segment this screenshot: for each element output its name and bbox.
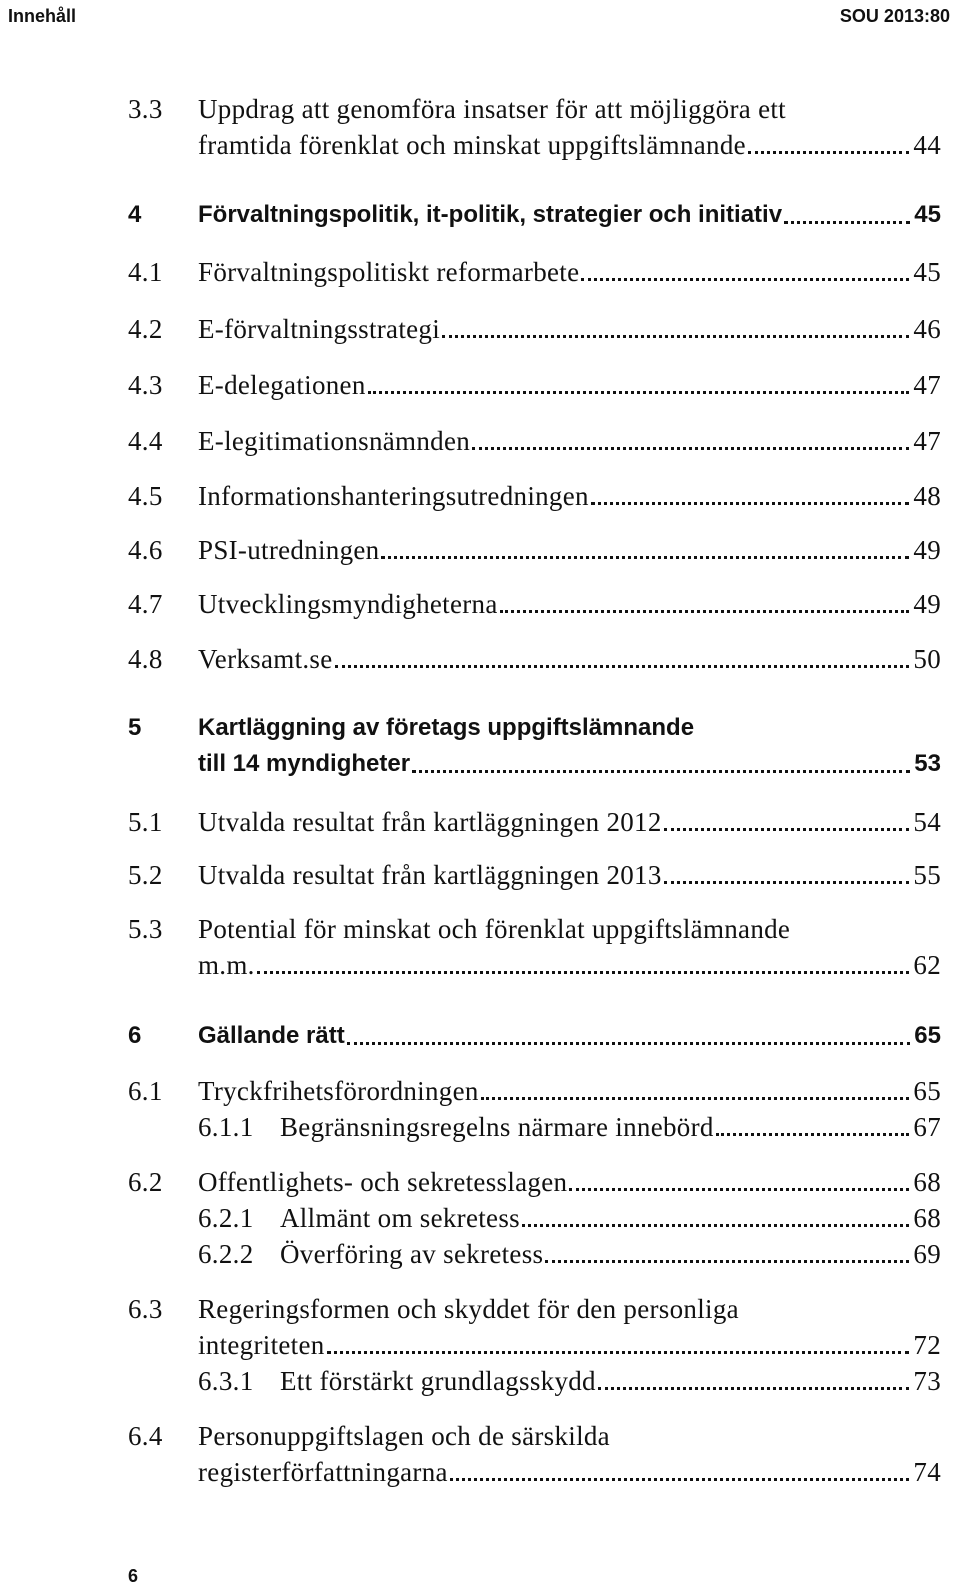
toc-entry-5-2[interactable] — [0, 858, 960, 892]
toc-entry-4-8[interactable] — [0, 642, 960, 676]
entry-number: 3.3 — [128, 94, 163, 124]
entry-title: till 14 myndigheter — [198, 750, 411, 777]
entry-page: 47 — [913, 370, 941, 400]
entry-number: 6 — [128, 1022, 142, 1049]
entry-page: 65 — [914, 1022, 941, 1049]
entry-page: 73 — [913, 1366, 941, 1396]
entry-number: 4.7 — [128, 589, 163, 619]
entry-page: 74 — [913, 1457, 941, 1487]
toc-entry-6-3-1[interactable] — [0, 1364, 960, 1398]
toc-entry-4-7[interactable] — [0, 587, 960, 621]
toc-entry-6-4[interactable] — [0, 1455, 960, 1489]
entry-page: 65 — [913, 1076, 941, 1106]
dot-leader — [569, 1188, 909, 1191]
toc-entry-4-2[interactable] — [0, 312, 960, 346]
entry-title: m.m. — [198, 950, 255, 980]
entry-title-line1: Kartläggning av företags uppgiftslämnande — [198, 714, 695, 741]
dot-leader — [450, 1478, 910, 1481]
entry-title: E-delegationen — [198, 370, 366, 400]
toc-entry-5-1[interactable] — [0, 805, 960, 839]
toc-entry-4-5[interactable] — [0, 479, 960, 513]
toc-entry-6-1[interactable] — [0, 1074, 960, 1108]
entry-number: 4.2 — [128, 314, 163, 344]
entry-title: Begränsningsregelns närmare innebörd — [280, 1112, 714, 1142]
dot-leader — [442, 335, 909, 338]
dot-leader — [522, 1224, 909, 1227]
dot-leader — [784, 221, 910, 224]
entry-number: 4.1 — [128, 257, 163, 287]
entry-title: Verksamt.se — [198, 644, 333, 674]
toc-entry-5[interactable] — [0, 747, 960, 781]
entry-page: 49 — [913, 589, 941, 619]
entry-number: 5.3 — [128, 914, 163, 944]
toc-entry-6-2[interactable] — [0, 1165, 960, 1199]
entry-title: Förvaltningspolitik, it-politik, strategier och initiativ — [198, 201, 783, 228]
entry-number: 6.4 — [128, 1421, 163, 1451]
entry-number: 5.1 — [128, 807, 163, 837]
entry-page: 50 — [913, 644, 941, 674]
toc-entry-5-line1[interactable] — [0, 711, 960, 745]
entry-title: framtida förenklat och minskat uppgiftslämnande — [198, 130, 746, 160]
entry-page: 48 — [913, 481, 941, 511]
toc-entry-4-1[interactable] — [0, 255, 960, 289]
entry-page: 47 — [913, 426, 941, 456]
dot-leader — [412, 770, 910, 773]
entry-page: 46 — [913, 314, 941, 344]
entry-number: 4.5 — [128, 481, 163, 511]
dot-leader — [335, 665, 910, 668]
dot-leader — [664, 828, 910, 831]
dot-leader — [591, 502, 910, 505]
entry-page: 45 — [913, 257, 941, 287]
dot-leader — [472, 447, 909, 450]
entry-title: Allmänt om sekretess — [280, 1203, 520, 1233]
entry-page: 69 — [913, 1239, 941, 1269]
toc-entry-6-1-1[interactable] — [0, 1110, 960, 1144]
header-section-title: Innehåll — [8, 6, 77, 26]
entry-title-line1: Potential för minskat och förenklat uppgiftslämnande — [198, 914, 791, 944]
entry-title: Tryckfrihetsförordningen — [198, 1076, 479, 1106]
entry-number: 6.1 — [128, 1076, 163, 1106]
entry-title-line1: Regeringsformen och skyddet för den personliga — [198, 1294, 739, 1324]
dot-leader — [327, 1351, 910, 1354]
entry-number: 6.2.1 — [198, 1203, 254, 1233]
dot-leader — [500, 610, 910, 613]
entry-title: Informationshanteringsutredningen — [198, 481, 589, 511]
page-number: 6 — [128, 1566, 139, 1586]
dot-leader — [664, 881, 910, 884]
entry-page: 72 — [913, 1330, 941, 1360]
dot-leader — [748, 151, 909, 154]
toc-entry-6-2-2[interactable] — [0, 1237, 960, 1271]
entry-title: Offentlighets- och sekretesslagen — [198, 1167, 568, 1197]
entry-page: 55 — [913, 860, 941, 890]
entry-title-line1: Personuppgiftslagen och de särskilda — [198, 1421, 610, 1451]
entry-number: 4.4 — [128, 426, 163, 456]
toc-entry-5-3[interactable] — [0, 948, 960, 982]
entry-number: 6.3 — [128, 1294, 163, 1324]
toc-entry-4-4[interactable] — [0, 424, 960, 458]
entry-title: Utvalda resultat från kartläggningen 2012 — [198, 807, 662, 837]
toc-entry-6-2-1[interactable] — [0, 1201, 960, 1235]
toc-entry-6-3-line1[interactable] — [0, 1292, 960, 1326]
toc-entry-4-3[interactable] — [0, 368, 960, 402]
toc-entry-5-3-line1[interactable] — [0, 912, 960, 946]
entry-title: Utvecklingsmyndigheterna — [198, 589, 498, 619]
entry-title: registerförfattningarna — [198, 1457, 448, 1487]
entry-number: 4.8 — [128, 644, 163, 674]
dot-leader — [545, 1260, 909, 1263]
toc-entry-3-3[interactable] — [0, 128, 960, 162]
entry-page: 62 — [913, 950, 941, 980]
entry-page: 68 — [913, 1203, 941, 1233]
entry-number: 5.2 — [128, 860, 163, 890]
entry-title-line1: Uppdrag att genomföra insatser för att möjliggöra ett — [198, 94, 786, 124]
dot-leader — [368, 391, 910, 394]
entry-title: Utvalda resultat från kartläggningen 2013 — [198, 860, 662, 890]
toc-entry-4-6[interactable] — [0, 533, 960, 567]
entry-number: 5 — [128, 714, 142, 741]
entry-number: 4.3 — [128, 370, 163, 400]
dot-leader — [347, 1042, 911, 1045]
dot-leader — [381, 556, 909, 559]
toc-entry-6[interactable] — [0, 1019, 960, 1053]
entry-page: 49 — [913, 535, 941, 565]
dot-leader — [481, 1097, 910, 1100]
entry-title: Ett förstärkt grundlagsskydd — [280, 1366, 596, 1396]
dot-leader — [716, 1133, 910, 1136]
entry-page: 44 — [913, 130, 941, 160]
entry-number: 4.6 — [128, 535, 163, 565]
entry-number: 4 — [128, 201, 142, 228]
toc-entry-6-3[interactable] — [0, 1328, 960, 1362]
toc-entry-6-4-line1[interactable] — [0, 1419, 960, 1453]
entry-title: Gällande rätt — [198, 1022, 345, 1049]
entry-page: 54 — [913, 807, 941, 837]
toc-entry-4[interactable] — [0, 198, 960, 232]
entry-page: 45 — [914, 201, 941, 228]
entry-page: 68 — [913, 1167, 941, 1197]
entry-page: 53 — [914, 750, 941, 777]
dot-leader — [598, 1387, 910, 1390]
entry-title: PSI-utredningen — [198, 535, 380, 565]
entry-number: 6.2 — [128, 1167, 163, 1197]
entry-title: Överföring av sekretess — [280, 1239, 544, 1269]
dot-leader — [581, 278, 909, 281]
entry-number: 6.1.1 — [198, 1112, 254, 1142]
entry-title: integriteten — [198, 1330, 325, 1360]
entry-title: E-legitimationsnämnden — [198, 426, 471, 456]
entry-title: E-förvaltningsstrategi — [198, 314, 441, 344]
dot-leader — [257, 971, 910, 974]
entry-number: 6.2.2 — [198, 1239, 254, 1269]
toc-entry-3-3-line1[interactable] — [0, 92, 960, 126]
entry-page: 67 — [913, 1112, 941, 1142]
entry-number: 6.3.1 — [198, 1366, 254, 1396]
entry-title: Förvaltningspolitiskt reformarbete — [198, 257, 580, 287]
header-document-id: SOU 2013:80 — [839, 6, 950, 26]
